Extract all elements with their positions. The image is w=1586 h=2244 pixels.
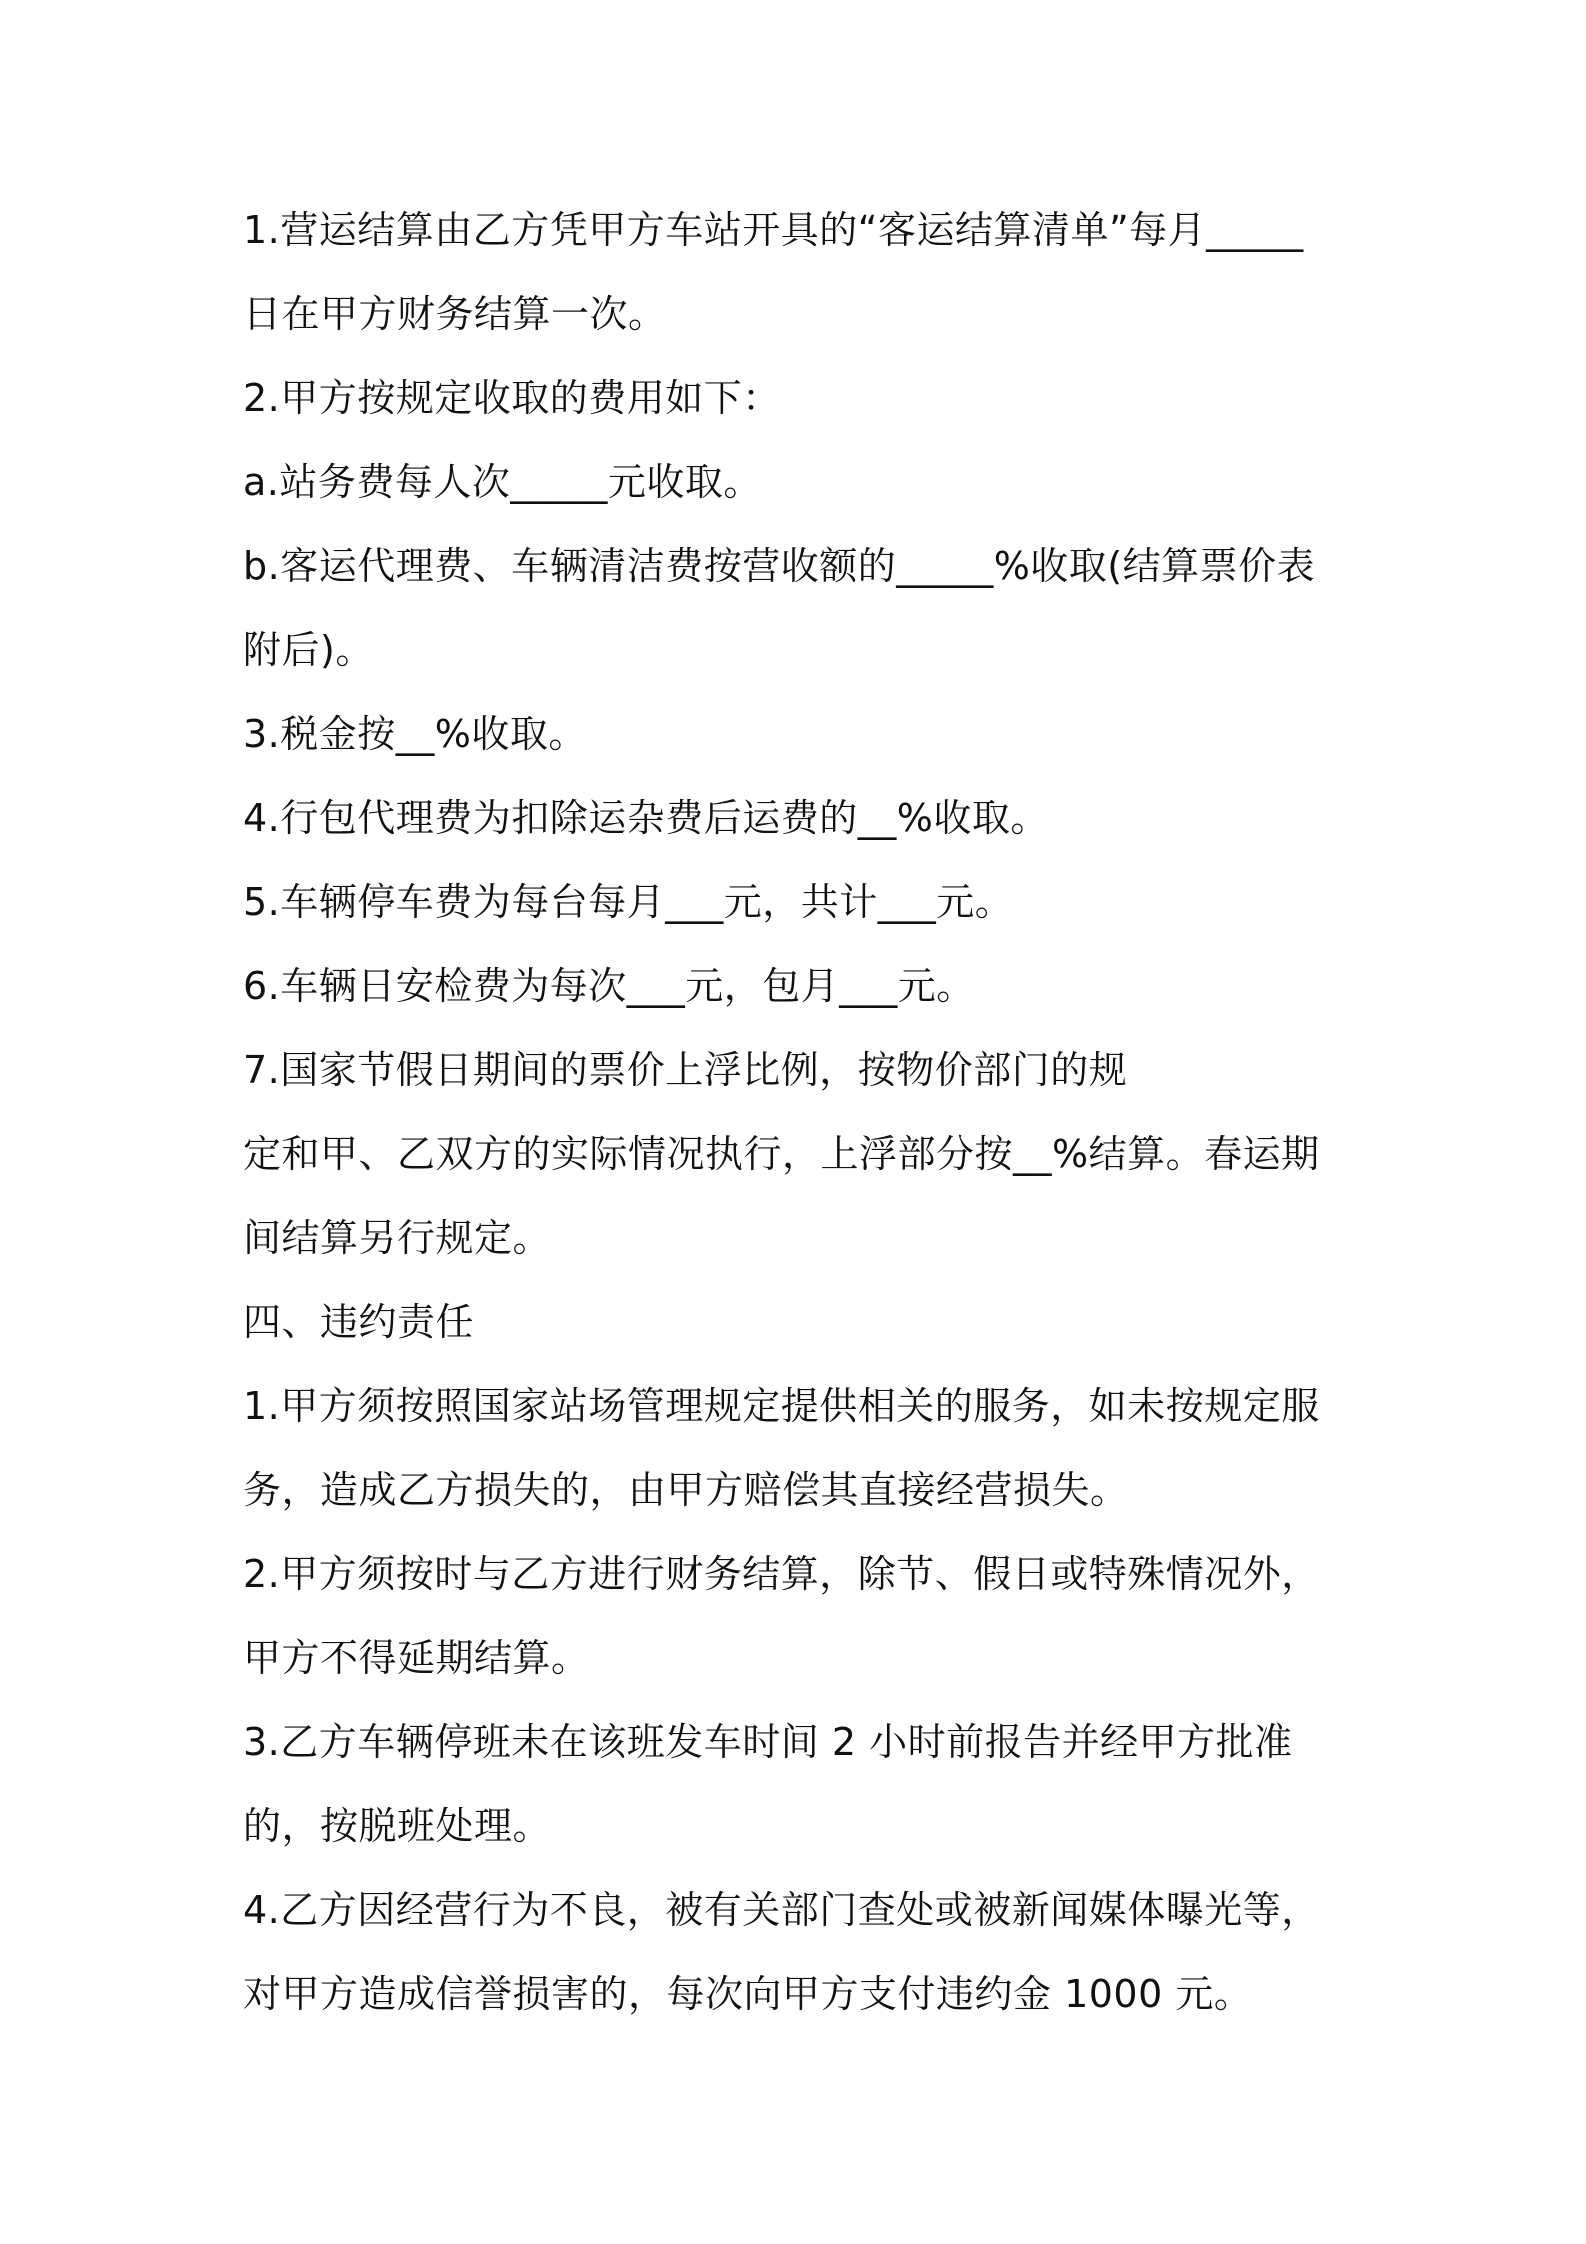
text-line: 甲方不得延期结算。 <box>243 1636 590 1680</box>
text-line: 附后)。 <box>243 628 374 672</box>
text-line: 4.行包代理费为扣除运杂费后运费的__%收取。 <box>243 796 1049 840</box>
text-line: 务，造成乙方损失的，由甲方赔偿其直接经营损失。 <box>243 1468 1129 1512</box>
text-line: 的，按脱班处理。 <box>243 1804 552 1848</box>
text-line: 3.乙方车辆停班未在该班发车时间 2 小时前报告并经甲方批准 <box>243 1720 1293 1764</box>
text-line: 6.车辆日安检费为每次___元，包月___元。 <box>243 964 975 1008</box>
text-line: 定和甲、乙双方的实际情况执行，上浮部分按__%结算。春运期 <box>243 1132 1320 1176</box>
text-line: 3.税金按__%收取。 <box>243 712 587 756</box>
text-line: 1.甲方须按照国家站场管理规定提供相关的服务，如未按规定服 <box>243 1384 1320 1428</box>
text-line: a.站务费每人次_____元收取。 <box>243 460 762 504</box>
text-line: 4.乙方因经营行为不良，被有关部门查处或被新闻媒体曝光等， <box>243 1888 1320 1932</box>
text-line: 1.营运结算由乙方凭甲方车站开具的“客运结算清单”每月_____ <box>243 208 1304 252</box>
text-line: 间结算另行规定。 <box>243 1216 552 1260</box>
section-heading: 四、违约责任 <box>243 1300 475 1344</box>
text-line: 7.国家节假日期间的票价上浮比例，按物价部门的规 <box>243 1048 1128 1092</box>
text-line: 对甲方造成信誉损害的，每次向甲方支付违约金 1000 元。 <box>243 1972 1253 2016</box>
text-line: 2.甲方按规定收取的费用如下： <box>243 376 781 420</box>
text-line: 2.甲方须按时与乙方进行财务结算，除节、假日或特殊情况外， <box>243 1552 1320 1596</box>
text-line: 5.车辆停车费为每台每月___元，共计___元。 <box>243 880 1014 924</box>
text-line: 日在甲方财务结算一次。 <box>243 292 667 336</box>
text-line: b.客运代理费、车辆清洁费按营收额的_____%收取(结算票价表 <box>243 544 1316 588</box>
